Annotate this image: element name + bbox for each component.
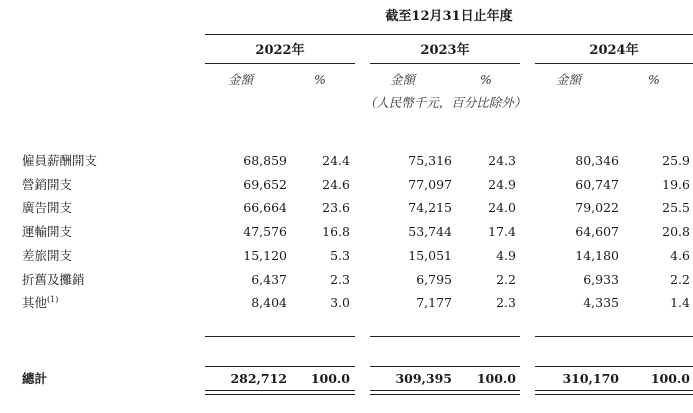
subtotal-rule-2022 (205, 336, 355, 337)
year-2023-header: 2023年 (420, 43, 470, 58)
row-amount-2023: 74,215 (408, 200, 452, 215)
row-percent-2024: 4.6 (670, 248, 690, 263)
total-percent-2023: 100.0 (476, 371, 516, 386)
year-2023-rule (370, 63, 520, 64)
total-rule-top-2024 (535, 366, 693, 367)
row-label (22, 155, 97, 168)
row-amount-2022: 69,652 (243, 177, 287, 192)
row-amount-2023: 6,795 (416, 272, 452, 287)
unit-note: （人民幣千元，百分比除外） (363, 95, 527, 110)
percent-header-2024: % (648, 72, 660, 87)
period-title: 截至12月31日止年度 (385, 9, 513, 24)
row-amount-2022: 66,664 (243, 200, 287, 215)
year-2022-rule (205, 63, 355, 64)
row-amount-2023: 7,177 (416, 295, 452, 310)
total-percent-2022: 100.0 (310, 371, 350, 386)
row-amount-2023: 77,097 (408, 177, 452, 192)
row-label (22, 226, 72, 239)
row-amount-2024: 14,180 (575, 248, 619, 263)
total-double-rule-2023 (370, 390, 520, 395)
row-percent-2023: 4.9 (496, 248, 516, 263)
row-percent-2023: 24.3 (488, 153, 516, 168)
total-percent-2024: 100.0 (650, 371, 690, 386)
row-label-text: 僱員薪酬開支 (22, 153, 98, 168)
row-amount-2022: 6,437 (251, 272, 287, 287)
row-label-text: 廣告開支 (22, 200, 73, 215)
row-label (22, 274, 85, 287)
row-label-text: 其他 (22, 295, 48, 310)
total-value-2022: 282,712 (230, 371, 287, 386)
year-2024-rule (535, 63, 693, 64)
row-amount-2024: 6,933 (583, 272, 619, 287)
row-amount-2024: 80,346 (575, 153, 619, 168)
subtotal-rule-2024 (535, 336, 693, 337)
percent-header-2023: % (480, 72, 492, 87)
amount-header-2024: 金額 (556, 72, 582, 87)
row-percent-2022: 23.6 (322, 200, 350, 215)
total-rule-top-2023 (370, 366, 520, 367)
total-double-rule-2024 (535, 390, 693, 395)
subtotal-rule-2023 (370, 336, 520, 337)
total-value-2024: 310,170 (562, 371, 619, 386)
row-percent-2022: 24.4 (322, 153, 350, 168)
row-label (22, 202, 72, 215)
footnote-marker: (1) (47, 294, 59, 304)
row-percent-2023: 17.4 (488, 224, 516, 239)
row-percent-2024: 25.5 (662, 200, 690, 215)
row-percent-2024: 19.6 (662, 177, 690, 192)
row-percent-2023: 24.9 (488, 177, 516, 192)
year-2024-header: 2024年 (589, 43, 639, 58)
row-percent-2022: 16.8 (322, 224, 350, 239)
row-percent-2024: 2.2 (670, 272, 690, 287)
year-2022-header: 2022年 (255, 43, 305, 58)
row-amount-2022: 15,120 (243, 248, 287, 263)
row-percent-2022: 5.3 (330, 248, 350, 263)
row-percent-2024: 1.4 (670, 295, 690, 310)
row-percent-2023: 24.0 (488, 200, 516, 215)
row-percent-2022: 2.3 (330, 272, 350, 287)
total-double-rule-2022 (205, 390, 355, 395)
total-label: 總計 (22, 371, 48, 386)
header-rule-top (205, 34, 693, 35)
row-percent-2022: 24.6 (322, 177, 350, 192)
row-label-text: 運輸開支 (22, 224, 73, 239)
row-amount-2023: 75,316 (408, 153, 452, 168)
row-amount-2022: 8,404 (251, 295, 287, 310)
row-amount-2023: 15,051 (408, 248, 452, 263)
row-amount-2022: 47,576 (243, 224, 287, 239)
row-label-text: 營銷開支 (22, 177, 73, 192)
row-amount-2022: 68,859 (243, 153, 287, 168)
amount-header-2022: 金額 (228, 72, 254, 87)
row-percent-2023: 2.2 (496, 272, 516, 287)
row-percent-2024: 25.9 (662, 153, 690, 168)
amount-header-2023: 金額 (390, 72, 416, 87)
row-label (22, 294, 59, 310)
row-percent-2022: 3.0 (330, 295, 350, 310)
row-amount-2024: 4,335 (583, 295, 619, 310)
row-amount-2023: 53,744 (408, 224, 452, 239)
row-percent-2024: 20.8 (662, 224, 690, 239)
row-label-text: 折舊及攤銷 (22, 272, 85, 287)
row-label-text: 差旅開支 (22, 248, 73, 263)
row-label (22, 179, 72, 192)
row-amount-2024: 60,747 (575, 177, 619, 192)
total-value-2023: 309,395 (395, 371, 452, 386)
row-label (22, 250, 72, 263)
row-percent-2023: 2.3 (496, 295, 516, 310)
percent-header-2022: % (314, 72, 326, 87)
total-rule-top-2022 (205, 366, 355, 367)
row-amount-2024: 79,022 (575, 200, 619, 215)
row-amount-2024: 64,607 (575, 224, 619, 239)
